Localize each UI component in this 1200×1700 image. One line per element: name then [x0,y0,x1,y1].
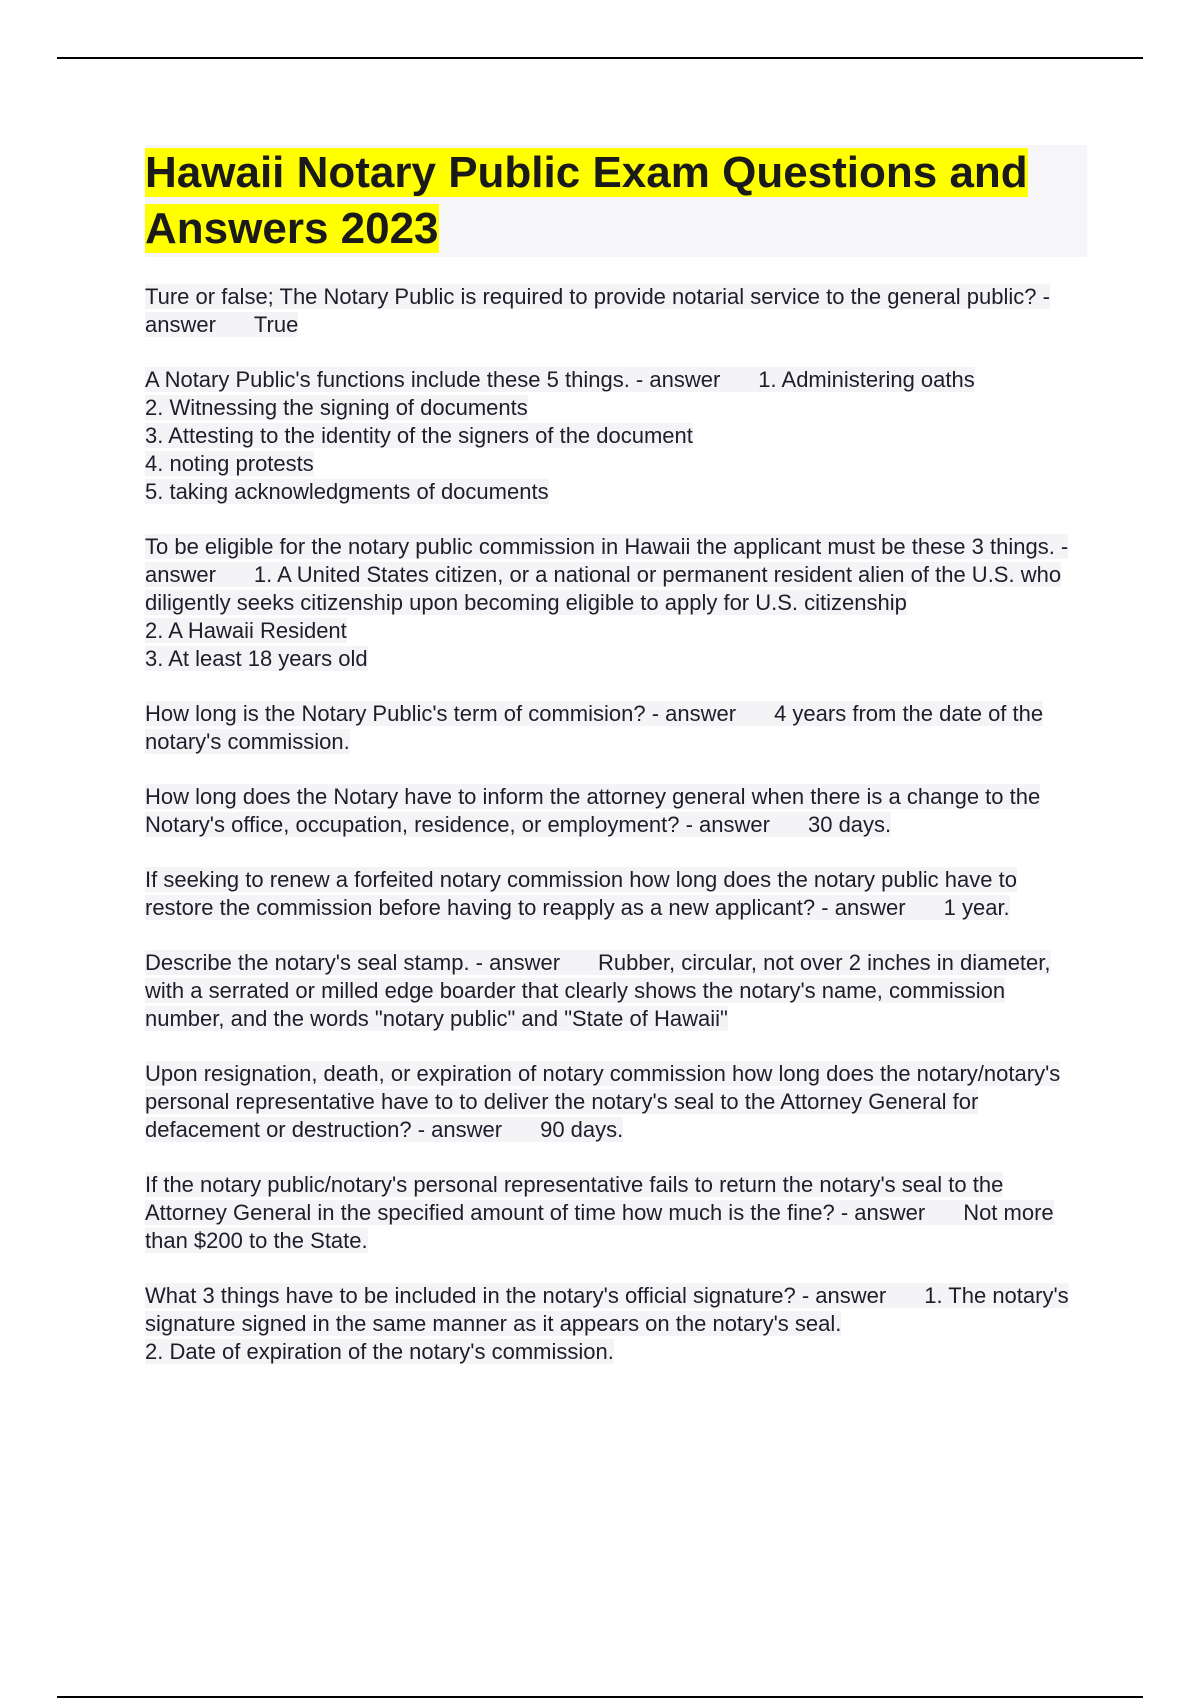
answer-list-text: 2. Witnessing the signing of documents [145,395,528,420]
answer-list-text: 3. Attesting to the identity of the signers of the document [145,423,693,448]
qa-text [145,950,1051,1031]
question-text: To be eligible for the notary public commission in Hawaii the applicant must be these 3 things. - answer [145,534,1069,587]
question-text: Upon resignation, death, or expiration of notary commission how long does the notary/notary's personal representative have to to deliver the notary's seal to the Attorney General for defacement or destruction? - answer [145,1061,1061,1142]
answer-text: 1. A United States citizen, or a national or permanent resident alien of the U.S. who diligently seeks citizenship upon becoming eligible to apply for U.S. citizenship [145,562,1062,615]
answer-list-text: 2. A Hawaii Resident [145,618,347,643]
qa-item [145,283,1087,339]
question-text: Describe the notary's seal stamp. - answer [145,950,561,975]
answer-list-line [145,422,1087,450]
answer-list-text: 5. taking acknowledgments of documents [145,479,549,504]
question-text: If the notary public/notary's personal representative fails to return the notary's seal to the Attorney General in the specified amount of time how much is the fine? - answer [145,1172,1004,1225]
answer-text: 1 year. [943,895,1010,920]
title-block [145,145,1087,257]
qa-item [145,866,1087,922]
qa-text [145,534,1068,615]
question-text: What 3 things have to be included in the notary's official signature? - answer [145,1283,887,1308]
answer-list-line [145,1338,1087,1366]
qa-text [145,867,1017,920]
answer-list-line [145,617,1087,645]
answer-list-line [145,645,1087,673]
answer-list-line [145,394,1087,422]
document-title [145,145,1087,257]
qa-text [145,1061,1060,1142]
answer-text: 4 years from the date of the notary's commission. [145,701,1044,754]
qa-text [145,284,1050,337]
answer-list-text: 2. Date of expiration of the notary's commission. [145,1339,614,1364]
qa-item [145,1282,1087,1366]
answer-list-line [145,478,1087,506]
question-text: How long is the Notary Public's term of commision? - answer [145,701,737,726]
qa-item [145,949,1087,1033]
qa-item [145,533,1087,673]
qa-item [145,700,1087,756]
answer-text: Not more than $200 to the State. [145,1200,1054,1253]
answer-list-text: 4. noting protests [145,451,314,476]
answer-text: 30 days. [807,812,892,837]
answer-text: 90 days. [540,1117,624,1142]
document-body [145,145,1087,1393]
answer-text: Rubber, circular, not over 2 inches in diameter, with a serrated or milled edge boarder that clearly shows the notary's name, commission number, and the words "notary public" and "State of Hawaii" [145,950,1051,1031]
qa-item [145,783,1087,839]
qa-item [145,1171,1087,1255]
question-text: If seeking to renew a forfeited notary commission how long does the notary public have to restore the commission before having to reapply as a new applicant? - answer [145,867,1017,920]
question-text: Ture or false; The Notary Public is required to provide notarial service to the general public? - answer [145,284,1050,337]
answer-list-text: 3. At least 18 years old [145,646,368,671]
answer-text: True [253,312,299,337]
qa-list [145,283,1087,1366]
question-text: A Notary Public's functions include these 5 things. - answer [145,367,721,392]
qa-text [145,1172,1054,1253]
qa-item [145,1060,1087,1144]
bottom-rule [57,1696,1143,1698]
question-text: How long does the Notary have to inform the attorney general when there is a change to the Notary's office, occupation, residence, or employment? - answer [145,784,1041,837]
title-highlight: Hawaii Notary Public Exam Questions and Answers 2023 [145,148,1028,253]
qa-text [145,701,1043,754]
answer-list-line [145,450,1087,478]
qa-item [145,366,1087,506]
qa-text [145,367,975,392]
qa-text [145,1283,1069,1336]
qa-text [145,784,1040,837]
answer-text: 1. The notary's signature signed in the same manner as it appears on the notary's seal. [145,1283,1069,1336]
top-rule [57,57,1143,59]
answer-text: 1. Administering oaths [758,367,975,392]
